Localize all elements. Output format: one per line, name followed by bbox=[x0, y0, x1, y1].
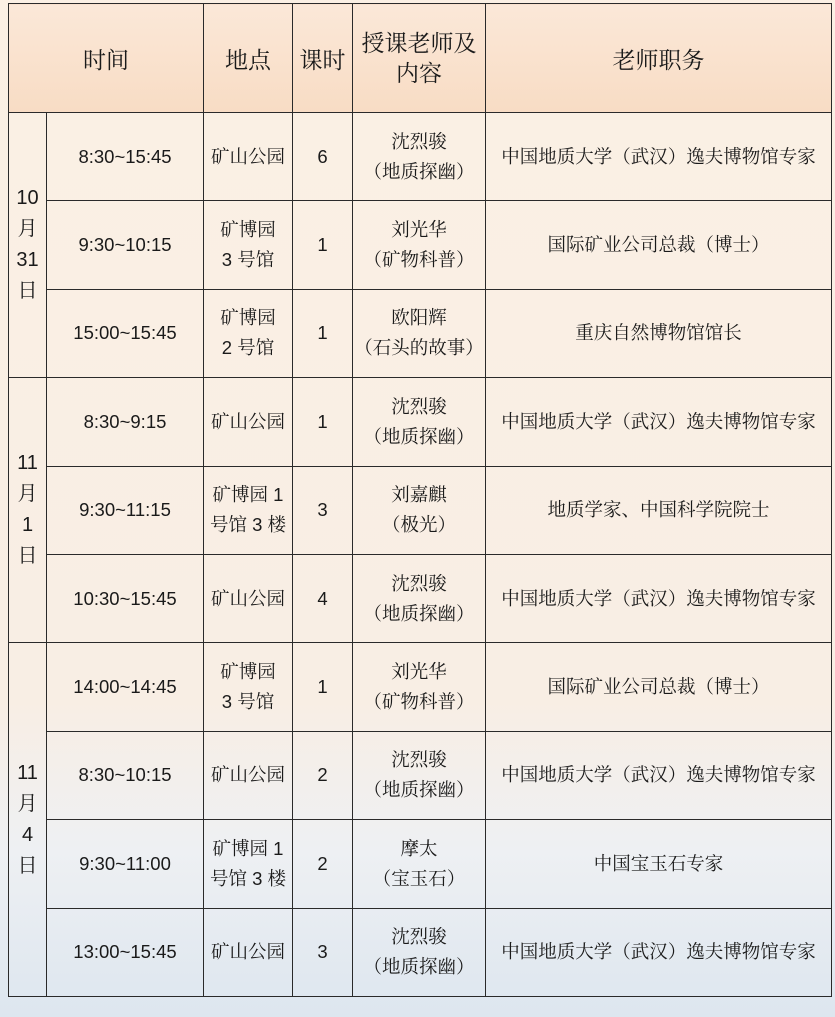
teacher-cell bbox=[353, 466, 486, 554]
teacher-name: 欧阳辉 bbox=[391, 307, 447, 329]
date-line: 10 bbox=[16, 187, 39, 210]
time-cell: 15:00~15:45 bbox=[47, 289, 204, 377]
time-cell: 10:30~15:45 bbox=[47, 554, 204, 642]
table-row bbox=[9, 554, 832, 642]
course-topic: （宝玉石） bbox=[372, 867, 466, 889]
course-topic: （地质探幽） bbox=[363, 956, 475, 978]
header-row bbox=[9, 4, 832, 113]
teacher-name: 沈烈骏 bbox=[391, 130, 447, 152]
time-cell: 9:30~10:15 bbox=[47, 201, 204, 289]
course-topic: （地质探幽） bbox=[363, 425, 475, 447]
hours-cell: 3 bbox=[293, 908, 353, 996]
teacher-cell bbox=[353, 731, 486, 819]
course-topic: （地质探幽） bbox=[363, 602, 475, 624]
teacher-cell bbox=[353, 908, 486, 996]
place-line: 矿博园 1 bbox=[212, 484, 284, 506]
hours-cell: 1 bbox=[293, 643, 353, 731]
time-cell: 8:30~9:15 bbox=[47, 378, 204, 466]
teacher-name: 沈烈骏 bbox=[391, 572, 447, 594]
place-cell bbox=[204, 731, 293, 819]
place-line: 3 号馆 bbox=[221, 691, 275, 713]
place-cell bbox=[204, 466, 293, 554]
teacher-title-cell: 中国地质大学（武汉）逸夫博物馆专家 bbox=[486, 113, 832, 201]
teacher-name: 沈烈骏 bbox=[391, 926, 447, 948]
teacher-name: 刘光华 bbox=[391, 661, 447, 683]
header-hours: 课时 bbox=[293, 4, 353, 113]
time-cell: 9:30~11:00 bbox=[47, 820, 204, 908]
time-cell: 9:30~11:15 bbox=[47, 466, 204, 554]
place-cell bbox=[204, 908, 293, 996]
teacher-title-cell: 国际矿业公司总裁（博士） bbox=[486, 201, 832, 289]
hours-cell: 2 bbox=[293, 731, 353, 819]
table-row bbox=[9, 466, 832, 554]
time-cell: 8:30~10:15 bbox=[47, 731, 204, 819]
teacher-title-cell: 中国宝玉石专家 bbox=[486, 820, 832, 908]
course-topic: （地质探幽） bbox=[363, 779, 475, 801]
place-line: 矿山公园 bbox=[210, 941, 285, 963]
course-topic: （地质探幽） bbox=[363, 160, 475, 182]
place-line: 矿博园 bbox=[220, 307, 276, 329]
teacher-cell bbox=[353, 113, 486, 201]
course-topic: （极光） bbox=[381, 514, 456, 536]
table-row bbox=[9, 201, 832, 289]
place-cell bbox=[204, 554, 293, 642]
date-cell bbox=[9, 113, 47, 378]
date-line: 月 bbox=[17, 483, 38, 506]
teacher-cell bbox=[353, 378, 486, 466]
teacher-cell bbox=[353, 289, 486, 377]
date-cell bbox=[9, 378, 47, 643]
place-line: 矿山公园 bbox=[210, 587, 285, 609]
table-row bbox=[9, 820, 832, 908]
place-line: 矿博园 bbox=[220, 219, 276, 241]
header-place: 地点 bbox=[204, 4, 293, 113]
place-line: 号馆 3 楼 bbox=[209, 514, 287, 536]
teacher-name: 刘嘉麒 bbox=[391, 484, 447, 506]
date-line: 日 bbox=[17, 280, 38, 303]
hours-cell: 2 bbox=[293, 820, 353, 908]
place-cell bbox=[204, 113, 293, 201]
table-row bbox=[9, 908, 832, 996]
schedule-body bbox=[9, 113, 832, 997]
time-cell: 8:30~15:45 bbox=[47, 113, 204, 201]
time-cell: 13:00~15:45 bbox=[47, 908, 204, 996]
place-cell bbox=[204, 201, 293, 289]
date-line: 日 bbox=[17, 545, 38, 568]
place-line: 矿山公园 bbox=[210, 145, 285, 167]
table-row bbox=[9, 643, 832, 731]
course-topic: （矿物科普） bbox=[363, 249, 475, 271]
date-line: 月 bbox=[17, 218, 38, 241]
date-line: 月 bbox=[17, 792, 38, 815]
teacher-title-cell: 中国地质大学（武汉）逸夫博物馆专家 bbox=[486, 908, 832, 996]
place-cell bbox=[204, 643, 293, 731]
course-topic: （石头的故事） bbox=[354, 337, 484, 359]
hours-cell: 4 bbox=[293, 554, 353, 642]
time-cell: 14:00~14:45 bbox=[47, 643, 204, 731]
date-line: 31 bbox=[16, 249, 39, 272]
date-cell bbox=[9, 643, 47, 997]
teacher-name: 沈烈骏 bbox=[391, 395, 447, 417]
teacher-cell bbox=[353, 201, 486, 289]
header-teacher-line2: 内容 bbox=[396, 60, 442, 86]
hours-cell: 3 bbox=[293, 466, 353, 554]
place-line: 2 号馆 bbox=[221, 337, 275, 359]
date-line: 日 bbox=[17, 854, 38, 877]
place-cell bbox=[204, 289, 293, 377]
header-title: 老师职务 bbox=[486, 4, 832, 113]
header-teacher-line1: 授课老师及 bbox=[361, 30, 477, 56]
course-topic: （矿物科普） bbox=[363, 691, 475, 713]
teacher-title-cell: 中国地质大学（武汉）逸夫博物馆专家 bbox=[486, 554, 832, 642]
hours-cell: 6 bbox=[293, 113, 353, 201]
teacher-title-cell: 国际矿业公司总裁（博士） bbox=[486, 643, 832, 731]
table-row bbox=[9, 289, 832, 377]
teacher-title-cell: 中国地质大学（武汉）逸夫博物馆专家 bbox=[486, 731, 832, 819]
table-row bbox=[9, 731, 832, 819]
teacher-name: 沈烈骏 bbox=[391, 749, 447, 771]
hours-cell: 1 bbox=[293, 378, 353, 466]
place-cell bbox=[204, 378, 293, 466]
teacher-cell bbox=[353, 643, 486, 731]
teacher-name: 刘光华 bbox=[391, 219, 447, 241]
date-line: 11 bbox=[17, 761, 38, 784]
date-line: 4 bbox=[21, 823, 34, 846]
teacher-name: 摩太 bbox=[400, 837, 438, 859]
schedule-table bbox=[8, 3, 832, 997]
place-line: 矿博园 bbox=[220, 661, 276, 683]
header-teacher bbox=[353, 4, 486, 113]
teacher-cell bbox=[353, 820, 486, 908]
place-line: 号馆 3 楼 bbox=[209, 867, 287, 889]
place-line: 矿山公园 bbox=[210, 764, 285, 786]
place-line: 矿山公园 bbox=[210, 410, 285, 432]
teacher-title-cell: 重庆自然博物馆馆长 bbox=[486, 289, 832, 377]
teacher-cell bbox=[353, 554, 486, 642]
teacher-title-cell: 中国地质大学（武汉）逸夫博物馆专家 bbox=[486, 378, 832, 466]
hours-cell: 1 bbox=[293, 201, 353, 289]
place-line: 矿博园 1 bbox=[212, 837, 284, 859]
place-line: 3 号馆 bbox=[221, 249, 275, 271]
hours-cell: 1 bbox=[293, 289, 353, 377]
date-line: 1 bbox=[21, 514, 34, 537]
table-row bbox=[9, 378, 832, 466]
date-line: 11 bbox=[17, 452, 38, 475]
place-cell bbox=[204, 820, 293, 908]
header-time: 时间 bbox=[9, 4, 204, 113]
teacher-title-cell: 地质学家、中国科学院院士 bbox=[486, 466, 832, 554]
table-row bbox=[9, 113, 832, 201]
